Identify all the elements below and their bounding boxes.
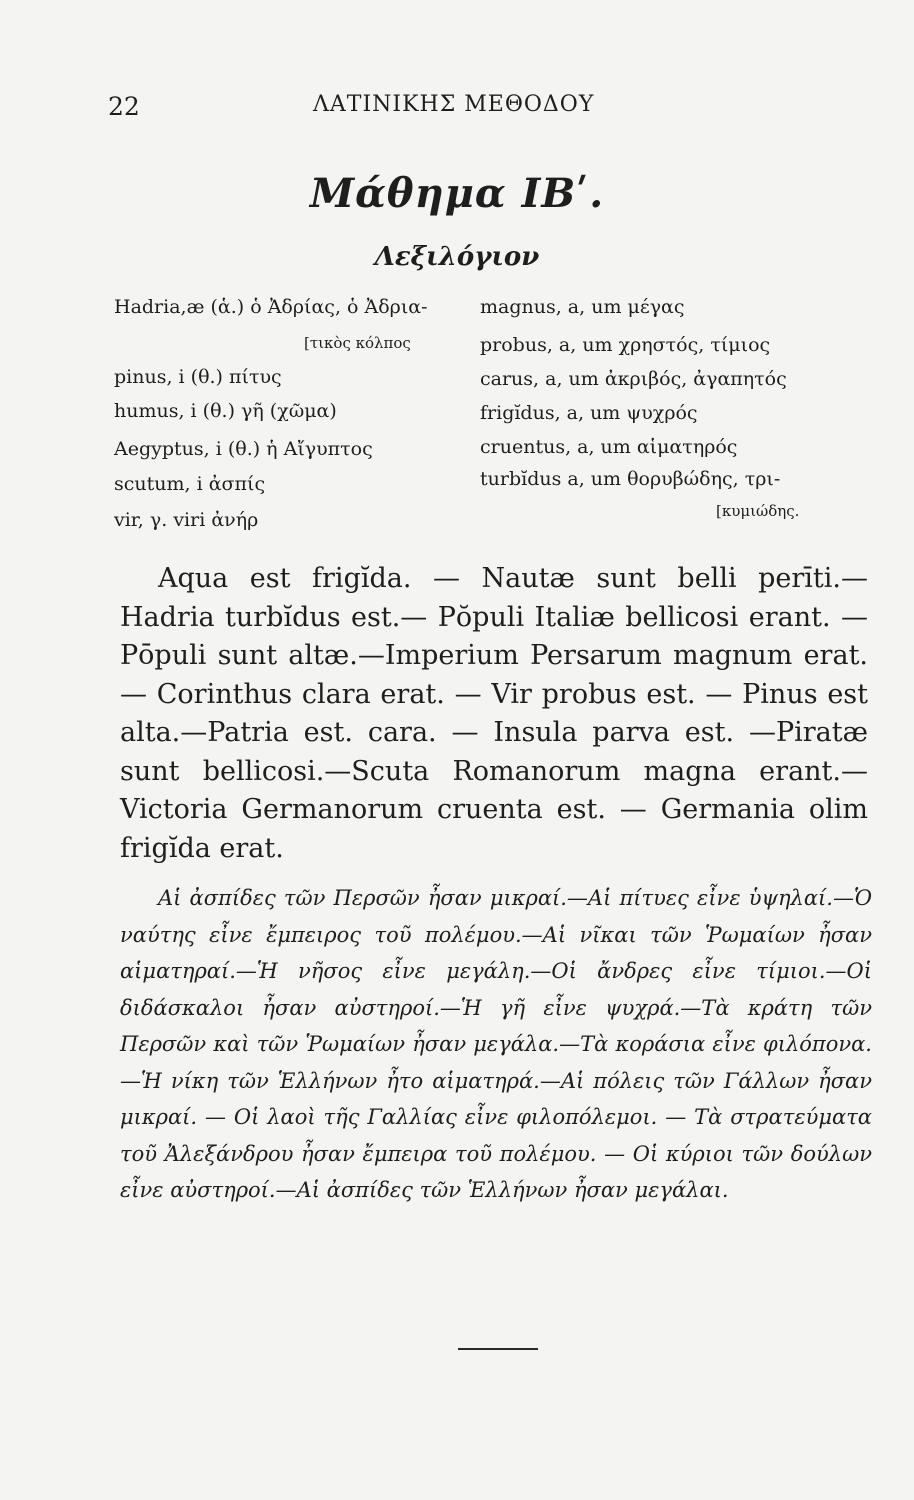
vocab-entry: probus, a, um χρηστός, τίμιος: [480, 334, 771, 356]
vocabulary-list: [114, 292, 874, 537]
vocabulary-right-column: [480, 292, 874, 537]
latin-exercise: [120, 560, 868, 868]
vocab-entry: magnus, a, um μέγας: [480, 296, 685, 318]
vocab-entry: frigĭdus, a, um ψυχρός: [480, 402, 698, 424]
vocab-entry: carus, a, um ἀκριβός, ἀγαπητός: [480, 368, 787, 390]
vocabulary-left-column: [114, 292, 474, 537]
vocab-entry: humus, i (θ.) γῆ (χῶμα): [114, 400, 337, 422]
section-divider: [458, 1348, 538, 1350]
greek-exercise: [120, 880, 872, 1209]
vocab-entry: Hadria,æ (ἁ.) ὁ Ἀδρίας, ὁ Ἀδρια-: [114, 296, 428, 318]
latin-exercise-text: Aqua est frigĭda. — Nautæ sunt belli perīti.— Hadria turbĭdus est.— Pŏpuli Italiæ bellicosi erant. —Pōpuli sunt altæ.—Imperium Persarum magnum erat. — Corinthus clara erat. — Vir probus est. — Pinus est alta.—Patria est. cara. — Insula parva est. —Piratæ sunt bellicosi.—Scuta Romanorum magna erant.—Victoria Germanorum cruenta est. — Germania olim frigĭda erat.: [120, 563, 868, 864]
vocab-entry: pinus, i (θ.) πίτυς: [114, 366, 282, 388]
vocab-entry: cruentus, a, um αἱματηρός: [480, 436, 738, 458]
vocab-entry: turbĭdus a, um θορυβώδης, τρι-: [480, 468, 781, 490]
vocab-entry: Aegyptus, i (θ.) ἡ Αἴγυπτος: [114, 438, 373, 460]
vocab-entry: scutum, i ἀσπίς: [114, 473, 266, 495]
greek-exercise-text: Αἱ ἀσπίδες τῶν Περσῶν ἦσαν μικραί.—Αἱ πίτυες εἶνε ὑψηλαί.—Ὁ ναύτης εἶνε ἔμπειρος τοῦ πολέμου.—Αἱ νῖκαι τῶν Ῥωμαίων ἦσαν αἱματηραί.—Ἡ νῆσος εἶνε μεγάλη.—Οἱ ἄνδρες εἶνε τίμιοι.—Οἱ διδάσκαλοι ἦσαν αὐστηροί.—Ἡ γῆ εἶνε ψυχρά.—Τὰ κράτη τῶν Περσῶν καὶ τῶν Ῥωμαίων ἦσαν μεγάλα.—Τὰ κοράσια εἶνε φιλόπονα.—Ἡ νίκη τῶν Ἑλλήνων ἦτο αἱματηρά.—Αἱ πόλεις τῶν Γάλλων ἦσαν μικραί. — Οἱ λαοὶ τῆς Γαλλίας εἶνε φιλοπόλεμοι. — Τὰ στρατεύματα τοῦ Ἀλεξάνδρου ἦσαν ἔμπειρα τοῦ πολέμου. — Οἱ κύριοι τῶν δούλων εἶνε αὐστηροί.—Αἱ ἀσπίδες τῶν Ἑλλήνων ἦσαν μεγάλαι.: [120, 886, 872, 1202]
vocab-entry-continuation: [κυμιώδης.: [716, 502, 800, 520]
running-head: ΛΑΤΙΝΙΚΗΣ ΜΕΘΟΔΟΥ: [313, 92, 595, 117]
vocab-entry-continuation: [τικὸς κόλπος: [304, 334, 411, 352]
vocab-entry: vir, γ. viri ἀνήρ: [114, 509, 259, 531]
lesson-title: Μάθημα ΙΒʹ.: [309, 170, 605, 217]
vocabulary-heading: Λεξιλόγιον: [374, 242, 540, 272]
page-number: 22: [108, 92, 140, 121]
page-header: [108, 92, 868, 132]
